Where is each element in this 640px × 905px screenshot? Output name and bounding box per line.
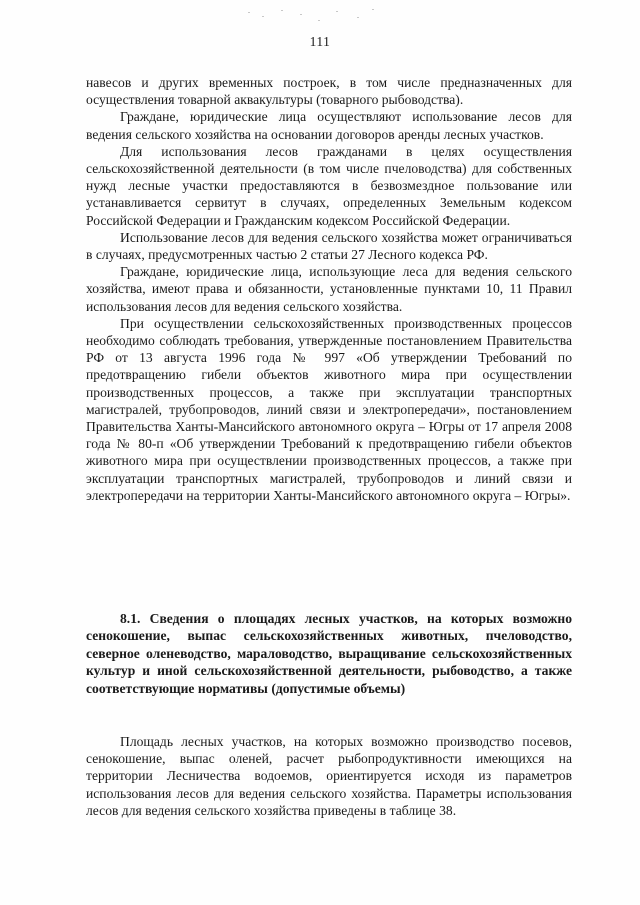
- paragraph: При осуществлении сельскохозяйственных производственных процессов необходимо соблюдать требования, утвержденные постановлением Правительства РФ от 13 августа 1996 года № 997 «Об утверждении Требований по предотвращению гибели объектов животного мира при осуществлении производственных процессов, а также при эксплуатации транспортных магистралей, трубопроводов, линий связи и электропередачи», постановлением Правительства Ханты-Мансийского автономного округа – Югры от 17 апреля 2008 года № 80-п «Об утверждении Требований к предотвращению гибели объектов животного мира при осуществлении производственных процессов, а также при эксплуатации транспортных магистралей, трубопроводов и линий связи и электропередачи на территории Ханты-Мансийского автономного округа – Югры».: [86, 315, 572, 503]
- section-paragraph: Площадь лесных участков, на которых возможно производство посевов, сенокошение, выпас оленей, расчет рыбопродуктивности имеющихся на территории Лесничества водоемов, ориентируется исходя из параметров использования лесов для ведения сельского хозяйства. Параметры использования лесов для ведения сельского хозяйства приведены в таблице 38.: [86, 734, 572, 818]
- scan-speck: [248, 12, 250, 13]
- scan-speck: [372, 9, 374, 10]
- page-number: 111: [309, 34, 331, 49]
- paragraph: Для использования лесов гражданами в целях осуществления сельскохозяйственной деятельности (в том числе пчеловодства) для собственных нужд лесные участки предоставляются в безвозмездное пользование или устанавливается сервитут в случаях, определенных Земельным кодексом Российской Федерации и Гражданским кодексом Российской Федерации.: [86, 143, 572, 228]
- scan-speck: [300, 14, 302, 15]
- paragraph-continuation: навесов и других временных построек, в том числе предназначенных для осуществления товарной аквакультуры (товарного рыбоводства).: [86, 75, 572, 108]
- scan-speck: [336, 11, 338, 12]
- section-heading: 8.1. Сведения о площадях лесных участков, на которых возможно сенокошение, выпас сельскохозяйственных животных, пчеловодство, северное оленеводство, мараловодство, выращивание сельскохозяйственных культур и иной сельскохозяйственной деятельности, рыбоводство, а также соответствующие нормативы (допустимые объемы): [86, 611, 572, 696]
- paragraph: Граждане, юридические лица осуществляют использование лесов для ведения сельского хозяйства на основании договоров аренды лесных участков.: [86, 109, 572, 142]
- scan-speck: [318, 20, 320, 21]
- paragraph: Использование лесов для ведения сельского хозяйства может ограничиваться в случаях, предусмотренных частью 2 статьи 27 Лесного кодекса РФ.: [86, 229, 572, 263]
- scan-speck: [357, 17, 359, 18]
- body-text: [86, 74, 572, 504]
- scan-speck: [281, 10, 283, 11]
- paragraph: Граждане, юридические лица, использующие леса для ведения сельского хозяйства, имеют права и обязанности, установленные пунктами 10, 11 Правил использования лесов для ведения сельского хозяйства.: [86, 264, 572, 314]
- scan-speck: [262, 16, 264, 17]
